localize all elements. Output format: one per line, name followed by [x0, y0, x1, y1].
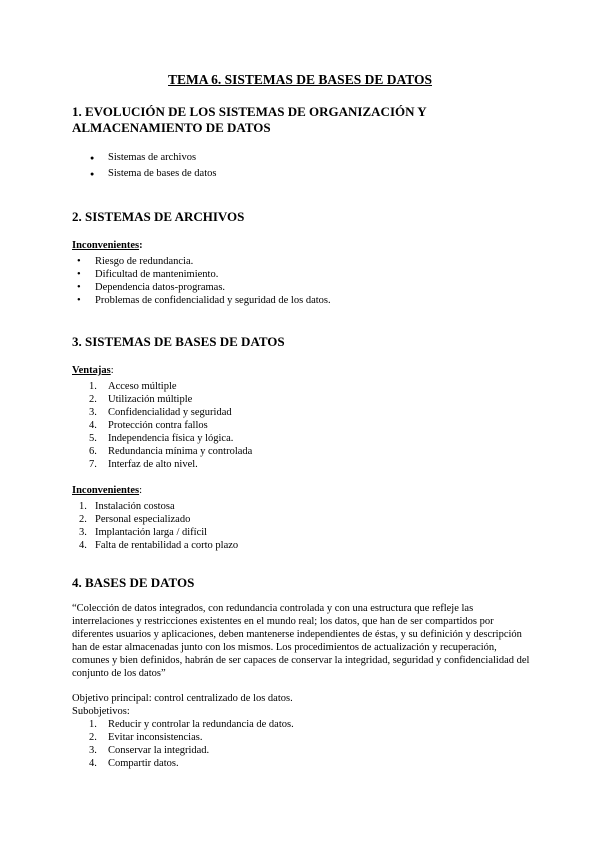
- item-text: Personal especializado: [95, 514, 191, 525]
- list-item: [72, 731, 294, 744]
- item-number: 1.: [89, 719, 97, 730]
- section3-heading: 3. SISTEMAS DE BASES DE DATOS: [72, 334, 285, 349]
- section2-list: [72, 255, 331, 307]
- item-text: Utilización múltiple: [108, 394, 193, 405]
- item-text: Redundancia mínima y controlada: [108, 446, 253, 457]
- list-item: [72, 432, 252, 445]
- section2-heading: 2. SISTEMAS DE ARCHIVOS: [72, 209, 245, 224]
- list-item: • Dependencia datos-programas.: [72, 281, 331, 294]
- list-item: ● Sistema de bases de datos: [72, 166, 216, 182]
- inconvenientes-list: [72, 500, 238, 552]
- item-text: Interfaz de alto nivel.: [108, 459, 198, 470]
- item-number: 6.: [89, 446, 97, 457]
- item-number: 2.: [89, 394, 97, 405]
- ventajas-label: Ventajas: [72, 365, 111, 376]
- ventajas-sublabel: [72, 365, 114, 376]
- list-item: [72, 380, 252, 393]
- item-number: 4.: [89, 758, 97, 769]
- document-title: TEMA 6. SISTEMAS DE BASES DE DATOS: [168, 72, 432, 87]
- inconvenientes-label: Inconvenientes: [72, 485, 140, 496]
- item-number: 1.: [89, 381, 97, 392]
- list-item: [72, 393, 252, 406]
- item-number: 4.: [89, 420, 97, 431]
- subobjetivos-label: Subobjetivos:: [72, 706, 130, 717]
- item-number: 4.: [79, 540, 87, 551]
- list-item: • Riesgo de redundancia.: [72, 255, 331, 268]
- section1-list: [72, 150, 216, 182]
- label-colon: :: [110, 365, 114, 376]
- item-text: Falta de rentabilidad a corto plazo: [95, 540, 239, 551]
- item-number: 3.: [79, 527, 87, 538]
- item-text: Instalación costosa: [95, 501, 175, 512]
- item-text: Independencia física y lógica.: [108, 433, 234, 444]
- item-number: 2.: [89, 732, 97, 743]
- item-number: 3.: [89, 745, 97, 756]
- inconvenientes-sublabel: [72, 485, 142, 496]
- item-text: Conservar la integridad.: [108, 745, 210, 756]
- list-item: [72, 419, 252, 432]
- item-text: Reducir y controlar la redundancia de datos.: [108, 719, 294, 730]
- list-item: [72, 458, 252, 471]
- subobjetivos-list: [72, 718, 294, 770]
- inconvenientes-label: Inconvenientes: [72, 240, 140, 251]
- list-item: ● Sistemas de archivos: [72, 150, 216, 166]
- list-item: [72, 539, 238, 552]
- item-number: 1.: [79, 501, 87, 512]
- list-item: [72, 513, 238, 526]
- definition-quote: “Colección de datos integrados, con redundancia controlada y con una estructura que refleje las interrelaciones y restricciones existentes en el mundo real; los datos, que han de ser compartidos por diferentes usuarios y aplicaciones, deben mantenerse independientes de éstas, y su definición y descripción han de estar almacenadas junto con los mismos. Los procedimientos de actualización y recuperación, comunes y bien definidos, habrán de ser capaces de conservar la integridad, seguridad y confidencialidad del conjunto de los datos”: [72, 603, 530, 679]
- list-item: [72, 744, 294, 757]
- section4-heading: 4. BASES DE DATOS: [72, 575, 195, 590]
- ventajas-list: [72, 380, 252, 471]
- item-number: 2.: [79, 514, 87, 525]
- label-colon: :: [139, 240, 143, 251]
- item-number: 5.: [89, 433, 97, 444]
- section1-heading: 1. EVOLUCIÓN DE LOS SISTEMAS DE ORGANIZACIÓN Y ALMACENAMIENTO DE DATOS: [72, 104, 427, 135]
- item-number: 3.: [89, 407, 97, 418]
- list-item: • Problemas de confidencialidad y seguridad de los datos.: [72, 294, 331, 307]
- section2-sublabel: [72, 240, 143, 251]
- list-item: [72, 526, 238, 539]
- item-text: Acceso múltiple: [108, 381, 177, 392]
- label-colon: :: [139, 485, 143, 496]
- item-text: Protección contra fallos: [108, 420, 208, 431]
- item-text: Confidencialidad y seguridad: [108, 407, 232, 418]
- objetivo-principal: Objetivo principal: control centralizado de los datos.: [72, 693, 293, 704]
- item-number: 7.: [89, 459, 97, 470]
- list-item: • Dificultad de mantenimiento.: [72, 268, 331, 281]
- item-text: Evitar inconsistencias.: [108, 732, 203, 743]
- list-item: [72, 406, 252, 419]
- item-text: Implantación larga / difícil: [95, 527, 208, 538]
- list-item: [72, 718, 294, 731]
- item-text: Compartir datos.: [108, 758, 179, 769]
- list-item: [72, 757, 294, 770]
- list-item: [72, 500, 238, 513]
- list-item: [72, 445, 252, 458]
